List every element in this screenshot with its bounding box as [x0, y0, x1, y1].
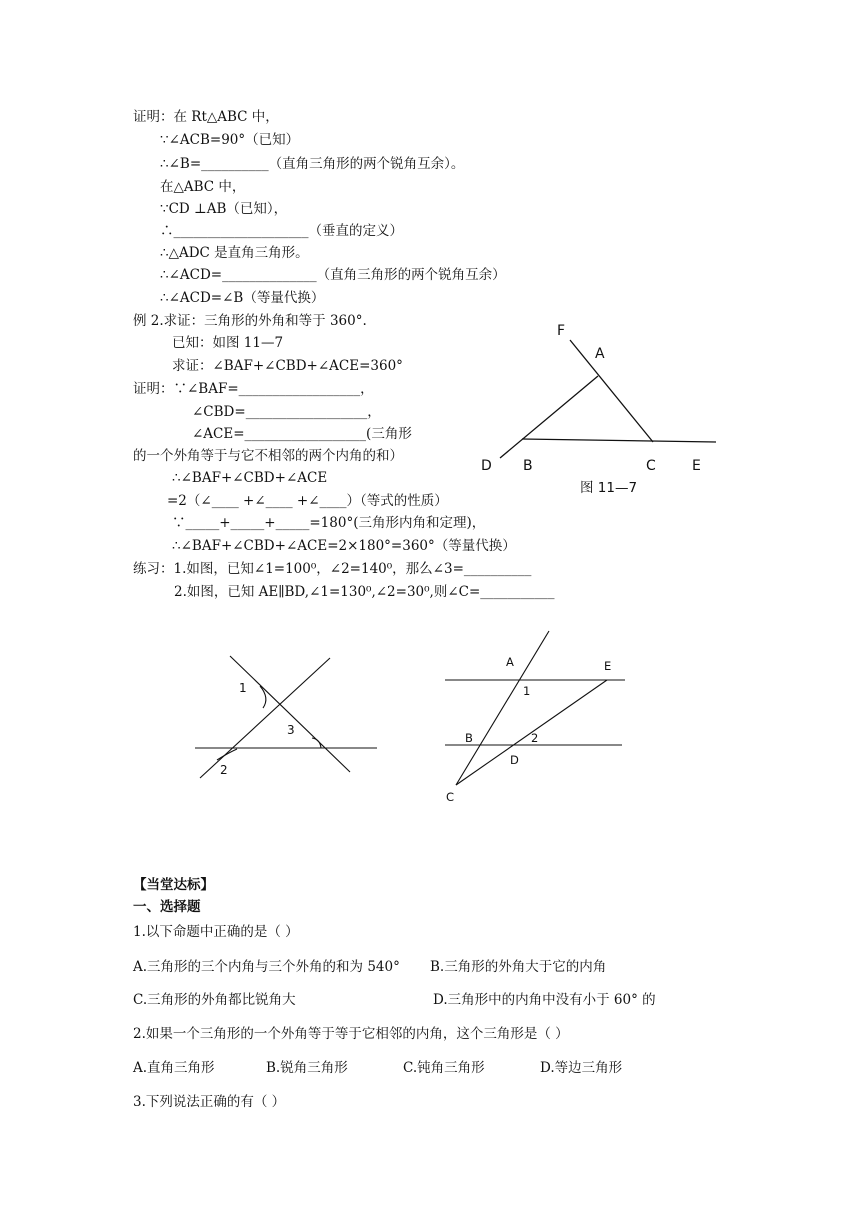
- example2-proof-line-1: 证明：∵∠BAF=__________________，: [133, 381, 374, 397]
- label-e: E: [692, 458, 701, 474]
- section-subheader: 一、选择题: [133, 899, 201, 915]
- practice-figure-2: [435, 625, 635, 810]
- line-1: [230, 656, 350, 772]
- example2-proof-line-5: ∴∠BAF+∠CBD+∠ACE: [172, 470, 328, 486]
- label-c: C: [646, 458, 656, 474]
- proof1-line-2: ∵∠ACB=90°（已知）: [160, 132, 300, 148]
- example2-given: 已知：如图 11—7: [172, 335, 284, 351]
- proof1-line-9: ∴∠ACD=∠B（等量代换）: [160, 290, 325, 306]
- label-c: C: [446, 790, 455, 804]
- figure-caption: 图 11—7: [580, 480, 638, 496]
- label-e: E: [604, 659, 612, 673]
- practice-q1: 练习：1.如图，已知∠1=100⁰，∠2=140⁰，那么∠3=__________: [133, 561, 532, 577]
- example2-prove: 求证：∠BAF+∠CBD+∠ACE=360°: [172, 358, 403, 374]
- proof1-line-6: ∴____________________（垂直的定义）: [160, 223, 403, 239]
- proof1-line-5: ∵CD ⊥AB（已知），: [160, 201, 288, 217]
- example2-proof-line-7: ∵_____+_____+_____=180°(三角形内角和定理)，: [172, 515, 486, 531]
- choice-q1-option-c: C.三角形的外角都比锐角大: [133, 992, 296, 1008]
- line-ac: [456, 631, 549, 785]
- example2-title: 例 2.求证：三角形的外角和等于 360°.: [133, 313, 367, 329]
- choice-q1-option-b: B.三角形的外角大于它的内角: [430, 959, 607, 975]
- practice-figure-1: [190, 648, 385, 788]
- example2-proof-line-2: ∠CBD=__________________，: [192, 404, 381, 420]
- label-b: B: [523, 458, 533, 474]
- angle-label-3: 3: [287, 723, 295, 737]
- proof1-line-7: ∴△ADC 是直角三角形。: [160, 245, 309, 261]
- angle-label-2: 2: [220, 763, 228, 777]
- choice-q1: 1.以下命题中正确的是（ ）: [133, 924, 299, 940]
- choice-q2-option-c: C.钝角三角形: [403, 1060, 485, 1076]
- choice-q1-option-d: D.三角形中的内角中没有小于 60° 的: [433, 992, 656, 1008]
- example2-proof-line-6: =2（∠____ +∠____ +∠____）（等式的性质）: [167, 493, 448, 509]
- choice-q2-option-a: A.直角三角形: [133, 1060, 215, 1076]
- label-b: B: [465, 731, 473, 745]
- label-a: A: [506, 655, 514, 669]
- figure-11-7: [470, 318, 740, 503]
- proof1-line-4: 在△ABC 中，: [160, 179, 246, 195]
- angle-2-arc: [217, 749, 237, 760]
- choice-q2: 2.如果一个三角形的一个外角等于等于它相邻的内角，这个三角形是（ ）: [133, 1026, 569, 1042]
- label-d: D: [481, 458, 492, 474]
- proof1-line-1: 证明：在 Rt△ABC 中，: [133, 109, 279, 125]
- line-ad-extended: [500, 376, 598, 458]
- line-be-extended: [522, 439, 716, 442]
- practice-q2: 2.如图，已知 AE∥BD,∠1=130⁰,∠2=30⁰,则∠C=___________: [174, 584, 555, 600]
- proof1-line-8: ∴∠ACD=______________（直角三角形的两个锐角互余）: [160, 267, 506, 283]
- choice-q2-option-b: B.锐角三角形: [266, 1060, 348, 1076]
- example2-proof-line-8: ∴∠BAF+∠CBD+∠ACE=2×180°=360°（等量代换）: [172, 538, 516, 554]
- section-header: 【当堂达标】: [133, 877, 214, 893]
- label-d: D: [510, 753, 519, 767]
- choice-q3: 3.下列说法正确的有（ ）: [133, 1094, 286, 1110]
- example2-proof-line-4: 的一个外角等于与它不相邻的两个内角的和）: [133, 448, 403, 464]
- example2-proof-line-3: ∠ACE=__________________(三角形: [192, 426, 412, 442]
- choice-q2-option-d: D.等边三角形: [540, 1060, 623, 1076]
- choice-q1-option-a: A.三角形的三个内角与三个外角的和为 540°: [133, 959, 400, 975]
- line-fa-extended: [570, 340, 653, 442]
- angle-3-arc: [312, 738, 321, 748]
- proof1-line-3: ∴∠B=__________（直角三角形的两个锐角互余）。: [160, 156, 465, 172]
- label-a: A: [595, 346, 605, 362]
- label-f: F: [557, 323, 566, 339]
- angle-label-1: 1: [523, 684, 531, 698]
- angle-label-2: 2: [531, 731, 539, 745]
- line-2: [200, 658, 330, 778]
- angle-label-1: 1: [239, 681, 247, 695]
